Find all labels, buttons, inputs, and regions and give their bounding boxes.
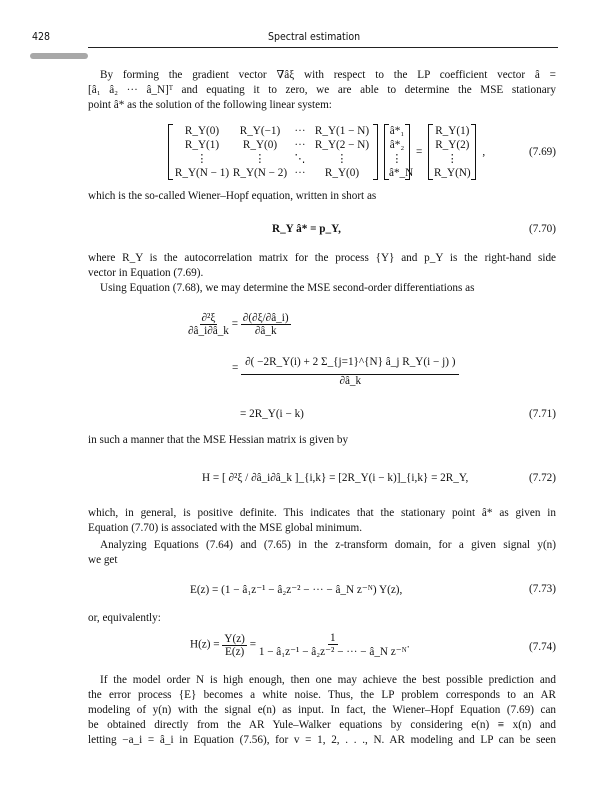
equation-7-71-line2: = $\frac{\text{∂( −2R\_Y(i) + 2 Σ\_\{j=1\}\textasciicircum{}\{N\} â\_j R\_Y(i − j) )}}{\partial â\_k}$ <box>232 350 459 387</box>
matrix-entry: ⋮ <box>254 153 266 165</box>
header-tab-marker <box>30 53 88 59</box>
matrix-entry: ⋮ <box>446 153 458 165</box>
text-line: Analyzing Equations (7.64) and (7.65) in the z-transform domain, for a given signal y(n) <box>100 539 556 551</box>
matrix-entry: R_Y(1 − N) <box>314 125 370 137</box>
matrix-entry: ··· <box>294 125 306 137</box>
equation-period: . <box>406 638 410 651</box>
autocorrelation-matrix <box>168 124 378 180</box>
text-line: By forming the gradient vector ∇âξ with respect to the LP coefficient vector â = <box>100 69 556 81</box>
equation-7-74: H(z) = $\frac{Y(z)}{E(z)}$ = $\frac{1}{\text{1 − â₁z⁻¹ − â₂z⁻² − ··· − â\_N z⁻ᴺ}}$ . <box>190 632 410 658</box>
matrix-entry: ··· <box>294 139 306 151</box>
equation-7-71-line3: = 2R_Y(i − k) <box>240 408 304 420</box>
equation-number: (7.71) <box>528 408 556 420</box>
fraction-denominator: 1 − â₁z⁻¹ − â₂z⁻² − ··· − â_N z⁻ᴺ <box>258 646 407 658</box>
matrix-entry: R_Y(2 − N) <box>314 139 370 151</box>
text-line: where R_Y is the autocorrelation matrix for the process {Y} and p_Y is the right-hand side <box>88 252 556 264</box>
equation-number: (7.72) <box>528 472 556 484</box>
running-title: Spectral estimation <box>268 31 361 43</box>
fraction-numerator: 1 <box>330 632 336 644</box>
fraction-numerator: Y(z) <box>224 632 245 645</box>
coefficient-vector <box>384 124 414 180</box>
matrix-entry: R_Y(N − 1) <box>174 167 230 179</box>
matrix-entry: â*₁ <box>389 125 405 137</box>
matrix-entry: R_Y(N) <box>433 167 471 179</box>
equation-lhs: H(z) = <box>190 638 220 651</box>
equation-number: (7.70) <box>528 223 556 235</box>
equation-7-69: R_Y(0) R_Y(−1) ··· R_Y(1 − N) R_Y(1) R_Y(0) ··· R_Y(2 − N) ⋮ ⋮ ⋱ ⋮ R_Y(N − 1) R_Y(N − 2) ··· R_Y(0) â*₁ â*₂ ⋮ â*_N = R_Y(1) R_Y(2) ⋮ R_Y(N) , <box>168 124 485 180</box>
text-line: we get <box>88 554 118 566</box>
equation-7-70: R_Y â* = p_Y, <box>272 223 341 235</box>
equation-7-72: H = [ ∂²ξ / ∂â_i∂â_k ]_{i,k} = [2R_Y(i − k)]_{i,k} = 2R_Y, <box>202 472 469 484</box>
matrix-entry: R_Y(1) <box>435 125 470 137</box>
matrix-entry: â*_N <box>389 167 414 179</box>
matrix-entry: ··· <box>294 167 306 179</box>
text-line: in such a manner that the MSE Hessian matrix is given by <box>88 434 349 446</box>
text-line: Equation (7.70) is associated with the MSE global minimum. <box>88 522 363 534</box>
matrix-entry: R_Y(1) <box>184 139 220 151</box>
text-line: the error process {E} becomes a white noise. Thus, the LP problem corresponds to an AR <box>88 689 556 701</box>
text-line: Using Equation (7.68), we may determine the MSE second-order differentiations as <box>100 282 475 294</box>
fraction-numerator: ∂(∂ξ/∂â_i) <box>242 312 289 324</box>
matrix-entry: R_Y(0) <box>184 125 220 137</box>
rhs-vector <box>428 124 476 180</box>
fraction-denominator: ∂â_k <box>254 325 277 337</box>
header-rule <box>88 47 558 48</box>
fraction-denominator: ∂â_i∂â_k <box>188 325 229 337</box>
page-number: 428 <box>32 31 51 43</box>
equation-7-73: E(z) = (1 − â₁z⁻¹ − â₂z⁻² − ··· − â_N z⁻ᴺ) Y(z), <box>190 584 403 596</box>
text-line: letting −a_i = â_i in Equation (7.56), for v = 1, 2, . . ., N. AR modeling and LP can be seen <box>88 734 556 746</box>
matrix-entry: R_Y(0) <box>242 139 278 151</box>
equation-number: (7.73) <box>528 583 556 595</box>
text-line: be obtained directly from the AR Yule–Walker equations by considering e(n) ≡ x(n) and <box>88 719 556 731</box>
equation-number: (7.69) <box>528 146 556 158</box>
matrix-entry: ⋮ <box>391 153 403 165</box>
equation-number: (7.74) <box>528 641 556 653</box>
fraction-denominator: ∂â_k <box>339 375 362 387</box>
matrix-entry: R_Y(0) <box>324 167 360 179</box>
fraction-denominator: E(z) <box>225 645 245 658</box>
equation-7-71-line1: $\frac{\text{∂²ξ}}{\partial â\_i\partial â\_k}$ = $\frac{\partial(\partial\xi/\partial â\_i)}{\partial â\_k}$ <box>188 312 289 337</box>
fraction-numerator: ∂²ξ <box>201 312 216 324</box>
matrix-entry: R_Y(2) <box>435 139 470 151</box>
text-line: modeling of y(n) with the signal e(n) as input. In fact, the Wiener–Hopf Equation (7.69) can <box>88 704 556 716</box>
matrix-entry: R_Y(N − 2) <box>232 167 288 179</box>
text-line: [â₁ â₂ ··· â_N]ᵀ and equating it to zero, we are able to determine the MSE stationary <box>88 84 556 96</box>
matrix-entry: ⋮ <box>336 153 348 165</box>
text-line: If the model order N is high enough, then one may achieve the best possible prediction and <box>100 674 556 686</box>
matrix-entry: ⋮ <box>196 153 208 165</box>
matrix-entry: R_Y(−1) <box>239 125 281 137</box>
fraction-numerator: ∂( −2R_Y(i) + 2 Σ_{j=1}^{N} â_j R_Y(i − j) ) <box>241 350 459 375</box>
text-line: or, equivalently: <box>88 612 161 624</box>
text-line: vector in Equation (7.69). <box>88 267 204 279</box>
text-line: which is the so-called Wiener–Hopf equation, written in short as <box>88 190 377 202</box>
text-line: which, in general, is positive definite. This indicates that the stationary point â* as given in <box>88 507 556 519</box>
matrix-entry: â*₂ <box>389 139 405 151</box>
matrix-entry: ⋱ <box>294 153 306 165</box>
text-line: point â* as the solution of the following linear system: <box>88 99 332 111</box>
